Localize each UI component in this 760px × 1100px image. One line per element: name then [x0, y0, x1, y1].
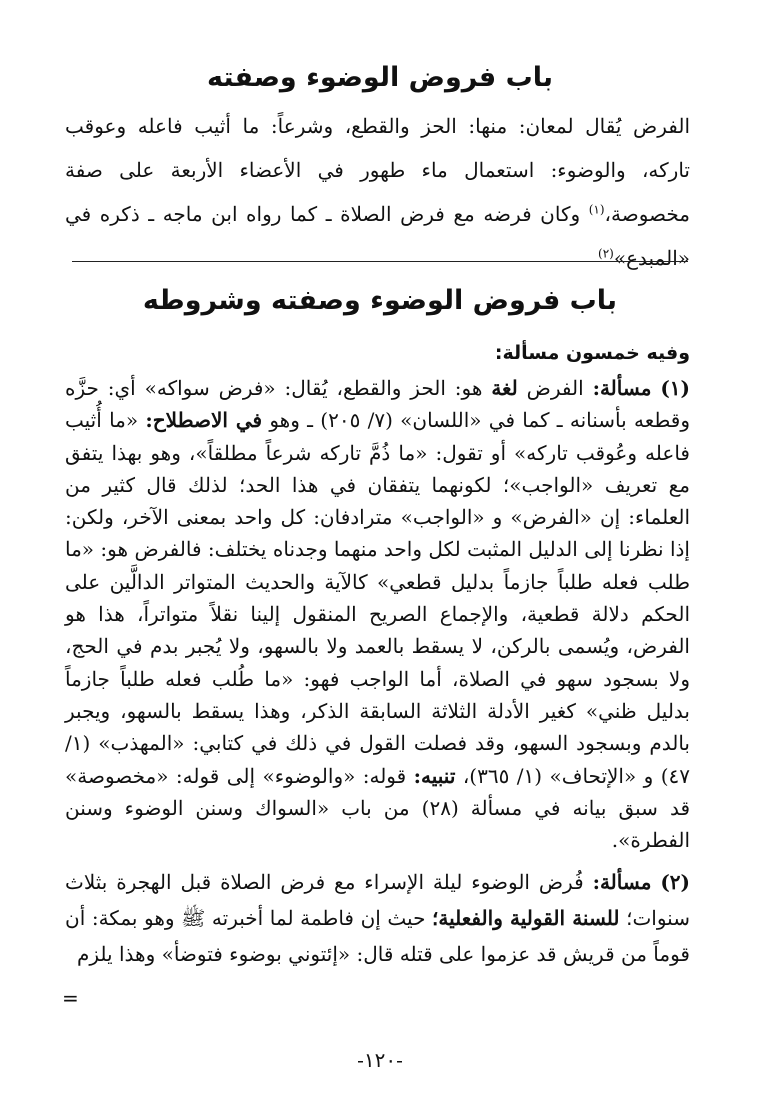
issue-label: مسألة: — [592, 870, 652, 894]
continuation-mark: = — [62, 986, 79, 1010]
keyword-istilah: في الاصطلاح: — [145, 408, 263, 433]
intro-text-2: وكان فرضه مع فرض الصلاة ـ كما رواه ابن ماجه ـ ذكره في «المبدع» — [65, 202, 690, 270]
issue-label: مسألة: — [592, 376, 652, 400]
issue-text: قوله: «والوضوء» إلى قوله: «مخصوصة» قد سبق بيانه في مسألة (٢٨) من باب «السواك وسنن الوضوء وسنن الفطرة». — [65, 763, 690, 853]
intro-text-1: الفرض يُقال لمعان: منها: الحز والقطع، وشرعاً: ما أثيب فاعله وعوقب تاركه، والوضوء: استعمال ماء طهور في الأعضاء الأربعة على صفة مخصوصة، — [65, 114, 690, 226]
issues-count-heading: وفيه خمسون مسألة: — [494, 342, 690, 364]
keyword-lugha: لغة — [491, 376, 518, 400]
issue-number: (١) — [660, 376, 691, 400]
issue-text: فُرض الوضوء ليلة الإسراء مع فرض الصلاة قبل الهجرة بثلاث سنوات؛ — [65, 870, 690, 930]
issue-text: هو: الحز والقطع، يُقال: «فرض سواكه» أي: حزَّه وقطعه بأسنانه ـ كما في «اللسان» (٧/ ٢٠٥) ـ وهو — [65, 376, 690, 433]
intro-paragraph — [65, 104, 690, 280]
issue-paragraph-2 — [65, 864, 690, 972]
issue-number: (٢) — [660, 870, 691, 894]
footnote-marker-2[interactable]: (٢) — [598, 246, 614, 261]
chapter-heading: باب فروض الوضوء وصفته — [206, 62, 554, 93]
issue-text: حيث إن فاطمة لما أخبرته ﷺ وهو بمكة: أن قوماً من قريش قد عزموا على قتله قال: «إئتوني بوضوء فتوضأ» وهذا يلزم — [65, 906, 690, 966]
commentary-heading: باب فروض الوضوء وصفته وشروطه — [142, 285, 618, 316]
page-number: -١٢٠- — [357, 1048, 403, 1072]
issue-text: الفرض — [517, 376, 593, 400]
issue-text: «ما أُثيب فاعله وعُوقب تاركه» أو تقول: «ما ذُمَّ تاركه شرعاً مطلقاً»، وهو بهذا يتفق مع تعريف «الواجب»؛ لكونهما يتفقان في هذا الحد؛ لذلك قال كثير من العلماء: إن «الفرض» و «الواجب» مترادفان: كل واحد بمعنى الآخر، ولكن: إذا نظرنا إلى الدليل المثبت لكل واحد منهما وجدناه يختلف: فالفرض هو: «ما طلب فعله طلباً جازماً بدليل قطعي» كالآية والحديث المتواتر الدالَّين على الحكم دلالة قطعية، والإجماع الصريح المنقول إلينا نقلاً متواتراً، هذا هو الفرض، ويُسمى بالركن، لا يسقط بالعمد ولا بالسهو، ولا يُجبر بدم في الحج، ولا بسجود سهو في الصلاة، أما الواجب فهو: «ما طُلب فعله طلباً جازماً بدليل ظني» كغير الأدلة الثلاثة السابقة الذكر، وهذا يسقط بالسهو، ويجبر بالدم وبسجود السهو، وقد فصلت القول في ذلك في كتابي: «المهذب» (١/ ٤٧) و «الإتحاف» (١/ ٣٦٥)، — [65, 408, 690, 788]
footnote-divider — [72, 261, 688, 262]
keyword-sunnah: للسنة القولية والفعلية؛ — [432, 906, 620, 930]
footnote-marker-1[interactable]: (١) — [588, 202, 605, 217]
keyword-tanbih: تنبيه: — [413, 763, 456, 788]
issue-paragraph-1 — [65, 372, 690, 856]
